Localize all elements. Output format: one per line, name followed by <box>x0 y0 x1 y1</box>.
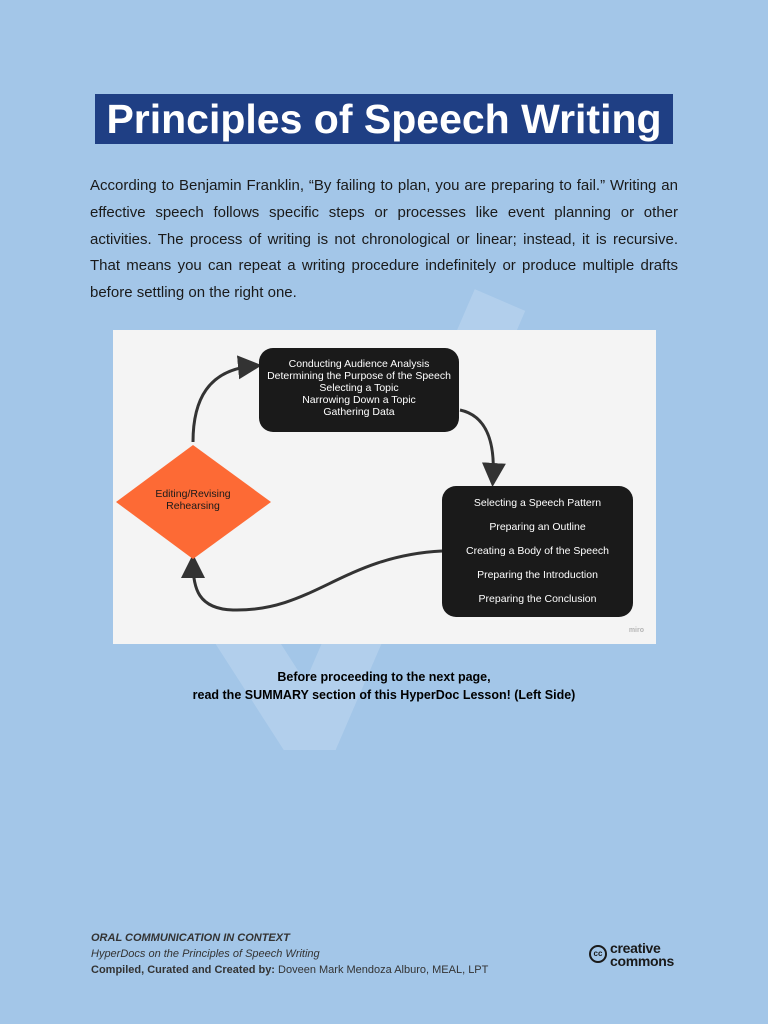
drafting-steps-box <box>442 486 633 617</box>
document-subtitle: HyperDocs on the Principles of Speech Writing <box>91 948 320 960</box>
diamond-label <box>133 488 253 512</box>
planning-step: Gathering Data <box>323 406 395 418</box>
intro-paragraph: According to Benjamin Franklin, “By failing to plan, you are preparing to fail.” Writing an effective speech follows specific steps or processes like event planning or other activities. The process of writing is not chronological or linear; instead, it is recursive. That means you can repeat a writing procedure indefinitely or produce multiple drafts before settling on the right one. <box>90 177 678 302</box>
drafting-step: Preparing the Conclusion <box>478 593 597 605</box>
drafting-step: Preparing the Introduction <box>477 569 598 581</box>
creative-commons-logo <box>589 942 689 972</box>
notice-line-2: read the SUMMARY section of this HyperDoc Lesson! (Left Side) <box>192 688 576 702</box>
footer <box>91 930 488 978</box>
drafting-step: Preparing an Outline <box>489 521 586 533</box>
process-diagram <box>113 330 656 644</box>
notice-line-1: Before proceeding to the next page, <box>277 670 491 684</box>
drafting-step: Creating a Body of the Speech <box>465 545 609 557</box>
planning-step: Selecting a Topic <box>319 382 399 394</box>
planning-step: Determining the Purpose of the Speech <box>267 370 451 382</box>
credit-line <box>91 962 488 978</box>
arrow-diamond-to-top <box>193 366 253 442</box>
planning-step: Conducting Audience Analysis <box>288 358 430 370</box>
planning-steps-box <box>259 348 459 432</box>
page-title: Principles of Speech Writing <box>95 94 673 144</box>
drafting-step: Selecting a Speech Pattern <box>473 497 602 509</box>
credit-name: Doveen Mark Mendoza Alburo, MEAL, LPT <box>274 964 489 976</box>
diamond-label-line: Editing/Revising <box>155 488 231 500</box>
miro-watermark: miro <box>628 627 644 634</box>
cc-wordmark-line: commons <box>610 952 675 969</box>
creative-commons-icon: cc <box>589 945 607 963</box>
creative-commons-wordmark <box>610 942 674 967</box>
cc-wordmark-line: creative <box>610 940 661 956</box>
course-name: ORAL COMMUNICATION IN CONTEXT <box>91 932 290 944</box>
credit-label: Compiled, Curated and Created by: <box>91 964 275 976</box>
next-page-notice <box>90 668 678 704</box>
planning-step: Narrowing Down a Topic <box>302 394 416 406</box>
diamond-label-line: Rehearsing <box>166 500 220 512</box>
arrow-top-to-right <box>460 410 493 478</box>
arrow-right-to-diamond <box>193 551 442 610</box>
